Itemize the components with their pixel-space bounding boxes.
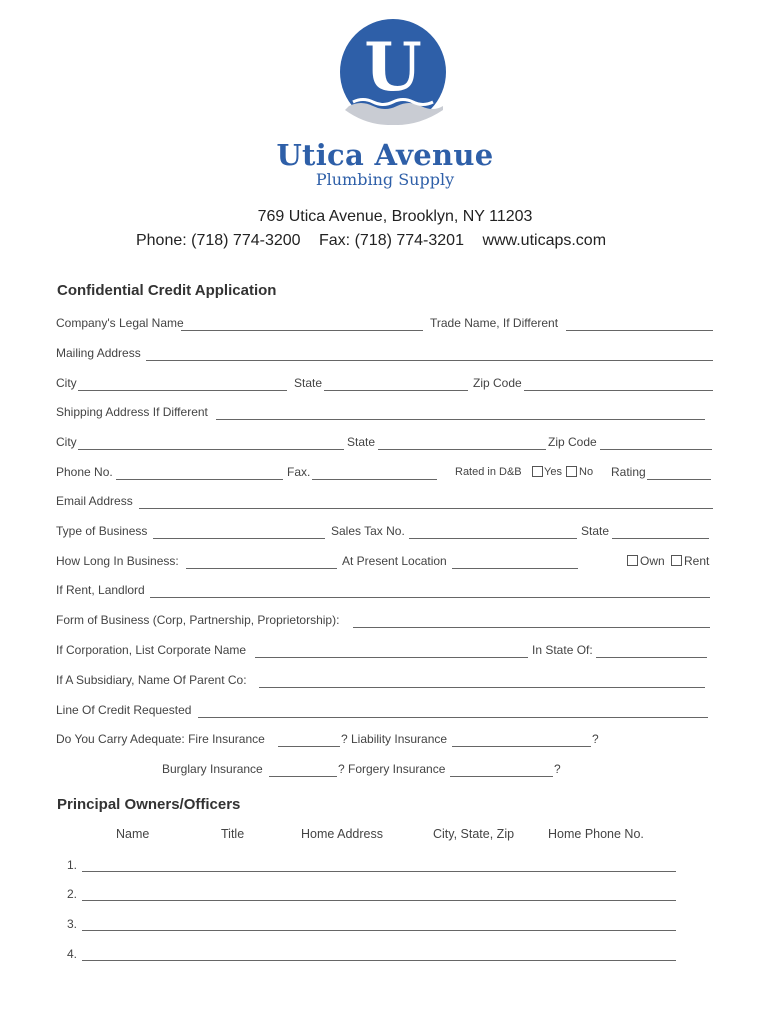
phone-field[interactable] — [116, 479, 283, 480]
owner-row-number: 3. — [67, 917, 78, 931]
in-state-of-label: In State Of: — [532, 643, 593, 657]
own-label: Own — [640, 554, 665, 568]
sales-tax-label: Sales Tax No. — [331, 524, 405, 538]
col-home-address: Home Address — [301, 827, 383, 841]
col-city-state-zip: City, State, Zip — [433, 827, 515, 841]
form-title: Confidential Credit Application — [57, 282, 277, 299]
fax-label: Fax. — [287, 465, 311, 479]
row-corporation — [56, 643, 716, 661]
state-field[interactable] — [612, 538, 709, 539]
phone-number: Phone: (718) 774-3200 — [135, 232, 301, 249]
col-title: Title — [221, 827, 245, 841]
form-business-field[interactable] — [353, 627, 710, 628]
owner-row-3-field[interactable] — [82, 930, 676, 931]
row-email — [56, 494, 716, 512]
row-subsidiary — [56, 673, 716, 691]
shipping-address-field[interactable] — [216, 419, 705, 420]
mailing-address-field[interactable] — [146, 360, 713, 361]
yes-checkbox[interactable] — [532, 466, 543, 477]
zip-field[interactable] — [524, 390, 713, 391]
in-state-of-field[interactable] — [596, 657, 707, 658]
rating-field[interactable] — [647, 479, 711, 480]
line-of-credit-field[interactable] — [198, 717, 708, 718]
state-label: State — [294, 376, 323, 390]
state-field[interactable] — [324, 390, 468, 391]
email-field[interactable] — [139, 508, 713, 509]
fire-insurance-field[interactable] — [278, 746, 340, 747]
rent-label: Rent — [684, 554, 710, 568]
legal-name-label: Company's Legal Name — [56, 316, 184, 330]
own-checkbox[interactable] — [627, 555, 638, 566]
row-city-2 — [56, 435, 716, 453]
owner-row-number: 2. — [67, 887, 78, 901]
city-label: City — [56, 435, 77, 449]
website-link[interactable]: www.uticaps.com — [482, 232, 607, 249]
owner-row-number: 1. — [67, 858, 78, 872]
burglary-insurance-label: Burglary Insurance — [162, 762, 263, 776]
row-form-business — [56, 613, 716, 631]
state-label: State — [581, 524, 610, 538]
present-location-label: At Present Location — [342, 554, 447, 568]
row-legal-name — [56, 316, 716, 334]
row-insurance-2 — [56, 762, 716, 780]
zip-field[interactable] — [600, 449, 712, 450]
rated-label: Rated in D&B — [455, 466, 522, 478]
city-field[interactable] — [78, 390, 287, 391]
zip-label: Zip Code — [473, 376, 522, 390]
legal-name-field[interactable] — [181, 330, 423, 331]
row-type-business — [56, 524, 716, 542]
type-business-label: Type of Business — [56, 524, 148, 538]
forgery-insurance-field[interactable] — [450, 776, 553, 777]
row-how-long — [56, 554, 716, 572]
fax-number: Fax: (718) 774-3201 — [319, 232, 464, 249]
form-business-label: Form of Business (Corp, Partnership, Proprietorship): — [56, 613, 340, 627]
corporation-field[interactable] — [255, 657, 528, 658]
row-landlord — [56, 583, 716, 601]
shipping-address-label: Shipping Address If Different — [56, 405, 208, 419]
col-name: Name — [116, 827, 150, 841]
owner-row-1-field[interactable] — [82, 871, 676, 872]
landlord-label: If Rent, Landlord — [56, 583, 145, 597]
owner-row-number: 4. — [67, 947, 78, 961]
present-location-field[interactable] — [452, 568, 578, 569]
landlord-field[interactable] — [150, 597, 710, 598]
rating-label: Rating — [611, 465, 646, 479]
col-home-phone: Home Phone No. — [548, 827, 644, 841]
yes-label: Yes — [544, 466, 562, 478]
utica-logo — [339, 18, 447, 126]
owner-row-4-field[interactable] — [82, 960, 676, 961]
forgery-insurance-label: ? Forgery Insurance — [338, 762, 446, 776]
owners-title: Principal Owners/Officers — [57, 796, 241, 813]
phone-label: Phone No. — [56, 465, 113, 479]
line-of-credit-label: Line Of Credit Requested — [56, 703, 192, 717]
subsidiary-label: If A Subsidiary, Name Of Parent Co: — [56, 673, 247, 687]
city-field[interactable] — [78, 449, 344, 450]
subsidiary-field[interactable] — [259, 687, 705, 688]
row-shipping-address — [56, 405, 716, 423]
burglary-insurance-field[interactable] — [269, 776, 337, 777]
row-phone — [56, 465, 716, 483]
state-field[interactable] — [378, 449, 546, 450]
type-business-field[interactable] — [153, 538, 325, 539]
owner-row-2-field[interactable] — [82, 900, 676, 901]
how-long-label: How Long In Business: — [56, 554, 179, 568]
city-label: City — [56, 376, 77, 390]
mailing-address-label: Mailing Address — [56, 346, 141, 360]
row-city-1 — [56, 376, 716, 394]
state-label: State — [347, 435, 376, 449]
fax-field[interactable] — [312, 479, 437, 480]
no-checkbox[interactable] — [566, 466, 577, 477]
row-mailing-address — [56, 346, 716, 364]
row-line-of-credit — [56, 703, 716, 721]
company-subtitle: Plumbing Supply — [315, 170, 455, 189]
zip-label: Zip Code — [548, 435, 597, 449]
company-name: Utica Avenue — [276, 138, 494, 172]
trade-name-field[interactable] — [566, 330, 713, 331]
how-long-field[interactable] — [186, 568, 337, 569]
liability-insurance-field[interactable] — [452, 746, 591, 747]
trade-name-label: Trade Name, If Different — [430, 316, 559, 330]
rent-checkbox[interactable] — [671, 555, 682, 566]
corporation-label: If Corporation, List Corporate Name — [56, 643, 247, 657]
row-insurance-1 — [56, 732, 716, 750]
qmark: ? — [554, 762, 561, 776]
fire-insurance-label: Do You Carry Adequate: Fire Insurance — [56, 732, 265, 746]
contact-line — [0, 232, 756, 250]
email-label: Email Address — [56, 494, 133, 508]
qmark: ? — [592, 732, 599, 746]
no-label: No — [579, 466, 594, 478]
svg-text:U: U — [364, 28, 422, 106]
liability-insurance-label: ? Liability Insurance — [341, 732, 448, 746]
company-address: 769 Utica Avenue, Brooklyn, NY 11203 — [257, 208, 533, 225]
sales-tax-field[interactable] — [409, 538, 577, 539]
